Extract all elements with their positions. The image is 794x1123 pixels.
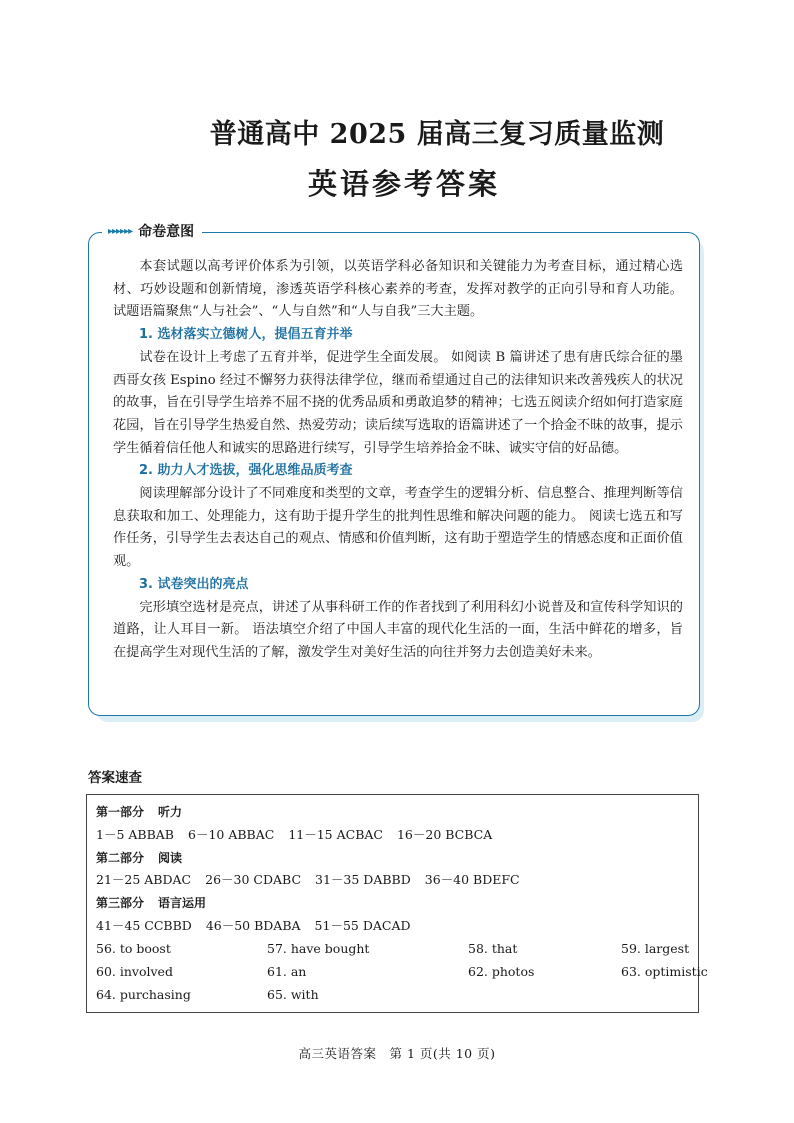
answer-group: 11－15 ACBAC <box>288 826 383 842</box>
part-label: 第二部分 <box>96 850 145 865</box>
part-label: 第三部分 <box>96 896 145 911</box>
intent-heading-3: 3. 试卷突出的亮点 <box>139 576 249 592</box>
answer-box <box>86 794 708 1013</box>
part-heading-language <box>96 892 698 915</box>
answer-group: 1－5 ABBAB <box>96 826 174 842</box>
intent-title: 命卷意图 <box>138 224 195 240</box>
fill-answer: 56. to boost <box>96 940 171 956</box>
intent-text-1: 试卷在设计上考虑了五育并举，促进学生全面发展。 如阅读 B 篇讲述了患有唐氏综合征的墨西哥女孩 Espino 经过不懈努力获得法律学位，继而希望通过自己的法律知识来改善残疾人的状况的故事，旨在引导学生培养不屈不挠的优秀品质和勇敢追梦的精神；七选五阅读介绍如何打造家庭花园，旨在引导学生热爱自然、热爱劳动；读后续写选取的语篇讲述了一个拾金不昧的故事，提示学生循着信任他人和诚实的思路进行续写，引导学生培养拾金不昧、诚实守信的好品德。 <box>113 349 683 456</box>
fill-answer: 62. photos <box>468 963 535 979</box>
answer-group: 46－50 BDABA <box>205 917 301 933</box>
quick-answer-title: 答案速查 <box>88 770 142 786</box>
intent-heading-2: 2. 助力人才选拔，强化思维品质考查 <box>139 463 353 479</box>
part-name: 听力 <box>158 805 183 819</box>
document-subtitle: 英语参考答案 <box>307 167 500 201</box>
fill-answer: 63. optimistic <box>621 963 708 979</box>
part-label: 第一部分 <box>96 805 145 819</box>
intent-text-3: 完形填空选材是亮点，讲述了从事科研工作的作者找到了利用科幻小说普及和宣传科学知识的道路，让人耳目一新。 语法填空介绍了中国人丰富的现代化生活的一面，生活中鲜花的增多，旨在提高学生对现代生活的了解，激发学生对美好生活的向往并努力去创造美好未来。 <box>113 599 683 660</box>
answer-row-language <box>96 915 698 938</box>
intent-heading-1: 1. 选材落实立德树人，提倡五育并举 <box>139 327 353 343</box>
answer-row-reading <box>96 869 698 892</box>
part-heading-reading <box>96 847 698 870</box>
page-footer: 高三英语答案 第 1 页(共 10 页) <box>298 1046 496 1061</box>
part-heading-listening <box>96 801 698 824</box>
fill-answer: 59. largest <box>621 940 690 956</box>
part-name: 语言运用 <box>158 896 207 911</box>
fill-answer: 61. an <box>267 963 307 979</box>
answer-group: 51－55 DACAD <box>314 917 411 933</box>
answer-group: 41－45 CCBBD <box>96 917 192 933</box>
fill-answer: 60. involved <box>96 963 173 979</box>
arrows-icon: ▸▸▸▸▸▸ <box>108 225 133 237</box>
answer-group: 16－20 BCBCA <box>396 826 493 842</box>
fill-answer: 57. have bought <box>267 940 370 956</box>
answer-group: 26－30 CDABC <box>205 872 302 888</box>
answer-group: 21－25 ABDAC <box>96 872 192 888</box>
document-title: 普通高中 2025 届高三复习质量监测 <box>209 119 665 150</box>
fill-answer: 65. with <box>267 986 319 1002</box>
answer-group: 36－40 BDEFC <box>424 872 520 888</box>
answer-group: 6－10 ABBAC <box>188 826 275 842</box>
fill-answers-grid <box>96 938 708 1006</box>
fill-answer: 58. that <box>468 940 518 956</box>
answer-group: 31－35 DABBD <box>315 872 411 888</box>
part-name: 阅读 <box>158 850 183 865</box>
fill-answer: 64. purchasing <box>96 986 191 1002</box>
intent-body <box>113 256 683 665</box>
intent-text-2: 阅读理解部分设计了不同难度和类型的文章，考查学生的逻辑分析、信息整合、推理判断等信息获取和加工、处理能力，这有助于提升学生的批判性思维和解决问题的能力。 阅读七选五和写作任务，引导学生去表达自己的观点、情感和价值判断，这有助于塑造学生的情感态度和正面价值观。 <box>113 486 683 570</box>
intent-intro: 本套试题以高考评价体系为引领，以英语学科必备知识和关键能力为考查目标，通过精心选材、巧妙设题和创新情境，渗透英语学科核心素养的考查，发挥对教学的正向引导和育人功能。 试题语篇聚焦“人与社会”、“人与自然”和“人与自我”三大主题。 <box>113 259 683 320</box>
answer-row-listening <box>96 824 698 847</box>
intent-header <box>102 219 202 243</box>
